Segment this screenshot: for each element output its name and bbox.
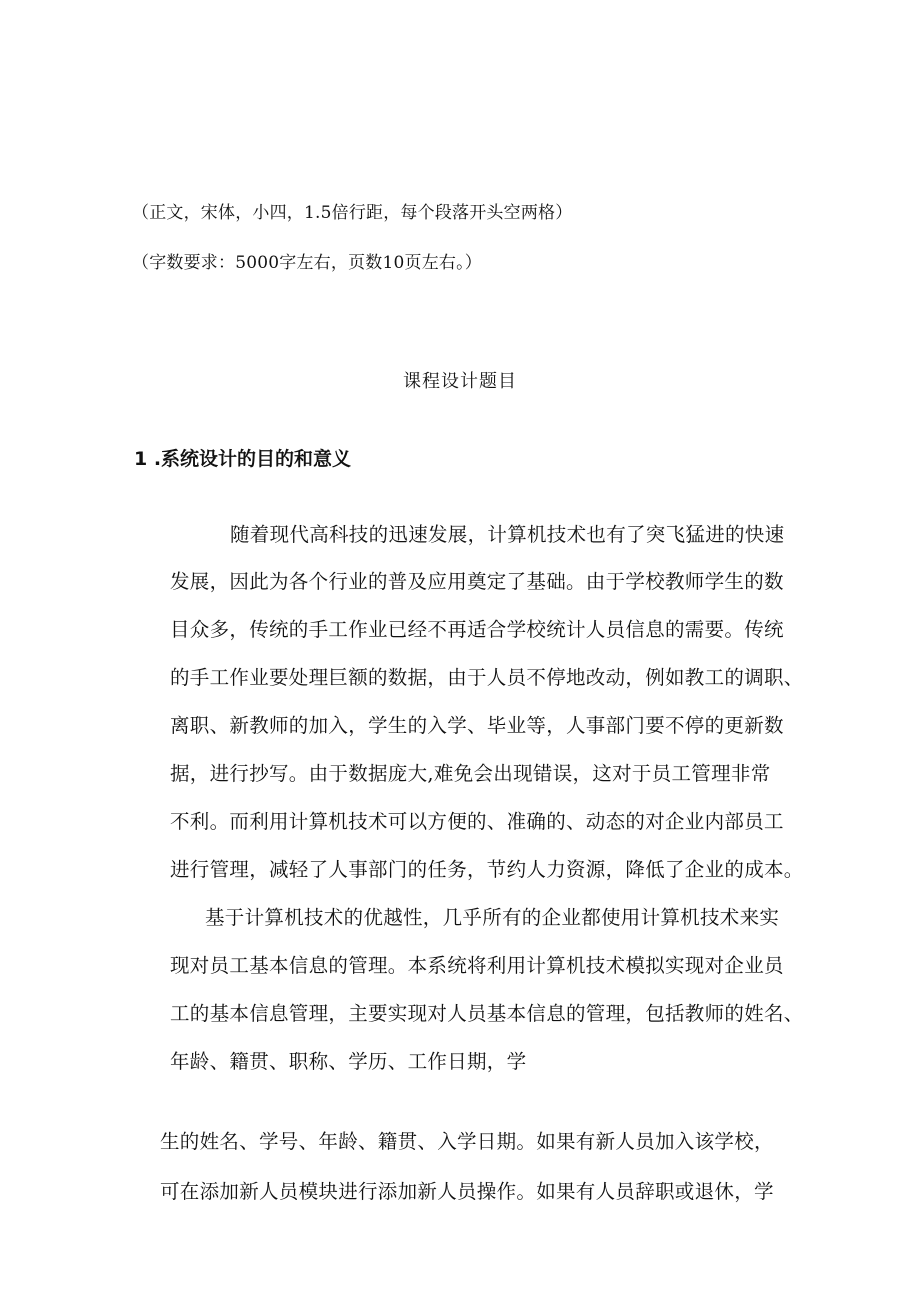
paragraph-line: 基于计算机技术的优越性，几乎所有的企业都使用计算机技术来实 xyxy=(205,906,780,929)
format-note: （正文，宋体，小四，1.5倍行距，每个段落开头空两格） xyxy=(132,203,573,223)
paragraph-line: 进行管理，减轻了人事部门的任务，节约人力资源，降低了企业的成本。 xyxy=(170,858,804,881)
paragraph-line: 现对员工基本信息的管理。本系统将利用计算机技术模拟实现对企业员 xyxy=(170,954,784,977)
paragraph-line: 可在添加新人员模块进行添加新人员操作。如果有人员辞职或退休，学 xyxy=(160,1180,774,1203)
paragraph-line: 的手工作业要处理巨额的数据，由于人员不停地改动，例如教工的调职、 xyxy=(170,666,804,689)
section-heading: 1 .系统设计的目的和意义 xyxy=(134,448,352,470)
page-title: 课程设计题目 xyxy=(403,371,517,392)
paragraph-line: 工的基本信息管理，主要实现对人员基本信息的管理，包括教师的姓名、 xyxy=(170,1002,804,1025)
paragraph-line: 不利。而利用计算机技术可以方便的、准确的、动态的对企业内部员工 xyxy=(170,810,784,833)
paragraph-line: 据，进行抄写。由于数据庞大,难免会出现错误，这对于员工管理非常 xyxy=(170,762,771,785)
paragraph-line: 年龄、籍贯、职称、学历、工作日期，学 xyxy=(170,1050,527,1073)
paragraph-line: 离职、新教师的加入，学生的入学、毕业等，人事部门要不停的更新数 xyxy=(170,714,784,737)
paragraph-line: 目众多，传统的手工作业已经不再适合学校统计人员信息的需要。传统 xyxy=(170,618,784,641)
word-count-note: （字数要求：5000字左右，页数10页左右。） xyxy=(132,253,482,273)
paragraph-line: 发展，因此为各个行业的普及应用奠定了基础。由于学校教师学生的数 xyxy=(170,570,784,593)
paragraph-line: 随着现代高科技的迅速发展，计算机技术也有了突飞猛进的快速 xyxy=(230,523,785,546)
paragraph-line: 生的姓名、学号、年龄、籍贯、入学日期。如果有新人员加入该学校， xyxy=(160,1130,774,1153)
